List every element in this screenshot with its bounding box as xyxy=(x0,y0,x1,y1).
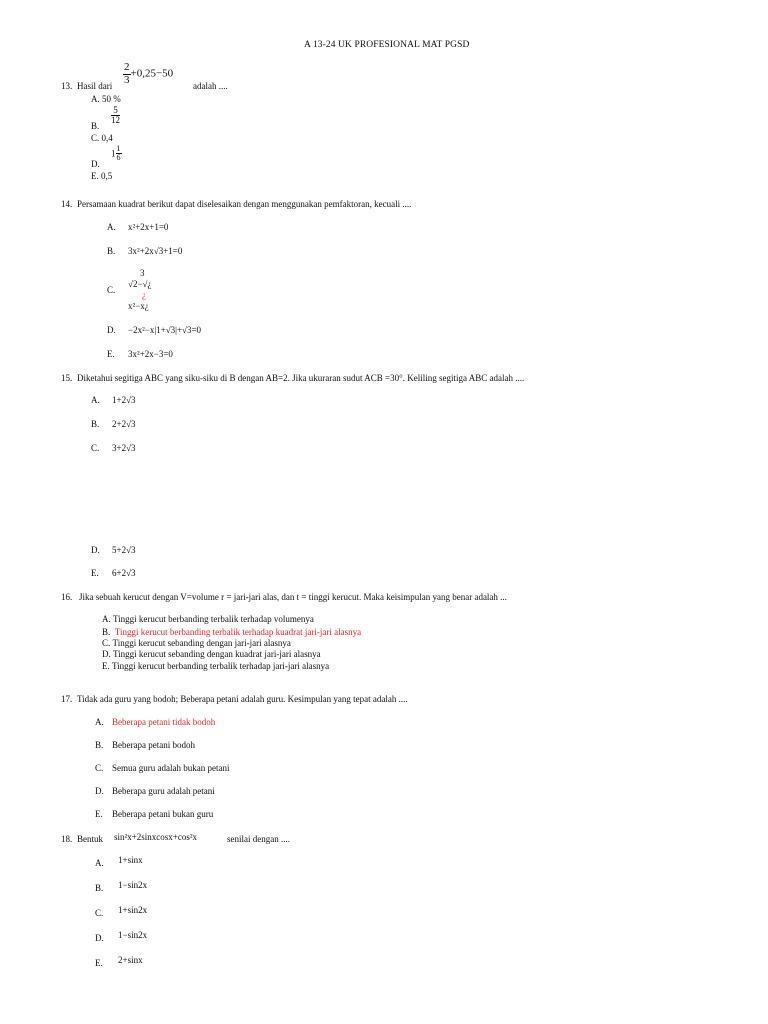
q16-prompt: Jika sebuah kerucut dengan V=volume r = jari-jari alas, dan t = tinggi kerucut. Maka keisimpulan yang benar adalah ... xyxy=(79,592,507,602)
q18-option-e-letter: E. xyxy=(95,958,103,968)
q15-option-c-letter: C. xyxy=(91,443,100,453)
q18-option-d-letter: D. xyxy=(95,933,104,943)
q16-number: 16. xyxy=(61,592,73,602)
q18-number: 18. xyxy=(61,834,73,844)
q13-option-d-letter: D. xyxy=(91,159,100,169)
q14-option-c-letter: C. xyxy=(107,285,116,295)
option-letter: A. xyxy=(102,614,111,624)
q15-option-c-text: 3+2√3 xyxy=(112,443,136,453)
q13-option-c xyxy=(91,133,113,144)
option-letter: E. xyxy=(91,171,99,181)
q14-number: 14. xyxy=(61,199,73,209)
q13-number: 13. xyxy=(61,81,73,91)
option-whole: 1 xyxy=(111,148,116,159)
q16-option-c xyxy=(102,638,291,649)
q14-option-c-line3: ¿ xyxy=(142,290,146,300)
q13-expression xyxy=(123,62,173,86)
q14-option-c-line1: 3 xyxy=(140,268,145,278)
q13-option-d-mixed xyxy=(111,145,122,163)
q18-option-c-letter: C. xyxy=(95,908,104,918)
q16-option-e xyxy=(102,661,329,672)
q18-option-d-text: 1−sin2x xyxy=(118,930,148,940)
q14-option-a-text: x²+2x+1=0 xyxy=(128,222,169,232)
q17-option-b-text: Beberapa petani bodoh xyxy=(112,740,195,750)
q17-option-a-text-correct: Beberapa petani tidak bodoh xyxy=(112,717,216,727)
q16-option-d xyxy=(102,649,321,660)
option-letter: D. xyxy=(102,649,111,659)
q13-option-e xyxy=(91,171,112,182)
option-numerator: 1 xyxy=(116,144,121,153)
q13-option-a xyxy=(91,94,121,105)
q14-option-a-letter: A. xyxy=(107,222,116,232)
q17-number: 17. xyxy=(61,694,73,704)
q17-option-b-letter: B. xyxy=(95,740,104,750)
page-title: A 13-24 UK PROFESIONAL MAT PGSD xyxy=(304,40,470,50)
q18-option-b-text: 1−sin2x xyxy=(118,880,148,890)
q14-option-c-line2: √2−√¿ xyxy=(128,279,152,289)
q14-option-b-text: 3x²+2x√3+1=0 xyxy=(128,246,183,256)
option-text: 50 % xyxy=(102,94,121,104)
q13-option-b-fraction xyxy=(111,106,120,126)
q15-option-d-letter: D. xyxy=(91,545,100,555)
q18-option-a-text: 1+sinx xyxy=(118,855,143,865)
q13-expr-rest: +0,25−50 xyxy=(130,67,174,80)
q17-option-d-letter: D. xyxy=(95,786,104,796)
option-text: Tinggi kerucut sebanding dengan kuadrat jari-jari alasnya xyxy=(113,649,321,659)
option-letter: C. xyxy=(91,133,100,143)
q17-option-c-letter: C. xyxy=(95,763,104,773)
q14-option-c-line4: x²−x¿ xyxy=(128,301,149,311)
q15-option-d-text: 5+2√3 xyxy=(112,545,136,555)
q18-option-e-text: 2+sinx xyxy=(118,955,143,965)
q14-option-d-text: −2x²−x|1+√3|+√3=0 xyxy=(128,325,202,335)
q15-option-b-letter: B. xyxy=(91,419,100,429)
q17-option-d-text: Beberapa guru adalah petani xyxy=(112,786,215,796)
q17-option-c-text: Semua guru adalah bukan petani xyxy=(112,763,230,773)
q15-option-e-letter: E. xyxy=(91,568,99,578)
option-letter: A. xyxy=(91,94,100,104)
q17-option-e-text: Beberapa petani bukan guru xyxy=(112,809,214,819)
q18-prompt-end: senilai dengan .... xyxy=(227,834,290,844)
q15-number: 15. xyxy=(61,373,73,383)
q13-prompt-start: Hasil dari xyxy=(77,81,113,91)
q16-option-a xyxy=(102,614,314,625)
q17-prompt: Tidak ada guru yang bodoh; Beberapa petani adalah guru. Kesimpulan yang tepat adalah .... xyxy=(77,694,408,704)
q17-option-a-letter: A. xyxy=(95,717,104,727)
q15-option-e-text: 6+2√3 xyxy=(112,568,136,578)
option-numerator: 5 xyxy=(111,106,120,116)
option-denominator: 12 xyxy=(111,115,120,126)
q14-option-b-letter: B. xyxy=(107,246,116,256)
q17-option-e-letter: E. xyxy=(95,809,103,819)
option-text-correct: Tinggi kerucut berbanding terbalik terhadap kuadrat jari-jari alasnya xyxy=(114,627,362,637)
option-text: Tinggi kerucut sebanding dengan jari-jari alasnya xyxy=(112,638,291,648)
q14-option-e-letter: E. xyxy=(107,349,115,359)
q18-expression: sin²x+2sinxcosx+cos²x xyxy=(114,832,198,842)
option-text: 0,5 xyxy=(101,171,113,181)
q15-option-b-text: 2+2√3 xyxy=(112,419,136,429)
q14-option-d-letter: D. xyxy=(107,325,116,335)
option-letter: B. xyxy=(102,627,111,637)
option-letter: C. xyxy=(102,638,111,648)
q13-option-b-letter: B. xyxy=(91,121,100,131)
option-letter: E. xyxy=(102,661,110,671)
q14-option-e-text: 3x²+2x−3=0 xyxy=(128,349,173,359)
option-text: Tinggi kerucut berbanding terbalik terhadap volumenya xyxy=(113,614,314,624)
q14-prompt: Persamaan kuadrat berikut dapat diselesaikan dengan menggunakan pemfaktoran, kecuali .... xyxy=(77,199,412,209)
q15-option-a-letter: A. xyxy=(91,395,100,405)
q18-prompt-start: Bentuk xyxy=(77,834,103,844)
q13-expr-denominator: 3 xyxy=(124,73,130,86)
q15-option-a-text: 1+2√3 xyxy=(112,395,136,405)
q16-option-b xyxy=(102,627,361,638)
option-denominator: 6 xyxy=(116,153,121,163)
q18-option-a-letter: A. xyxy=(95,858,104,868)
option-text: 0,4 xyxy=(101,133,113,143)
q18-option-b-letter: B. xyxy=(95,883,104,893)
option-text: Tinggi kerucut berbanding terbalik terhadap jari-jari alasnya xyxy=(112,661,330,671)
q13-prompt-end: adalah .... xyxy=(193,81,228,91)
q18-option-c-text: 1+sin2x xyxy=(118,905,148,915)
q13-expr-numerator: 2 xyxy=(124,61,130,73)
q15-prompt: Diketahui segitiga ABC yang siku-siku di B dengan AB=2. Jika ukuraran sudut ACB =30°. Keliling segitiga ABC adalah .... xyxy=(77,373,525,383)
